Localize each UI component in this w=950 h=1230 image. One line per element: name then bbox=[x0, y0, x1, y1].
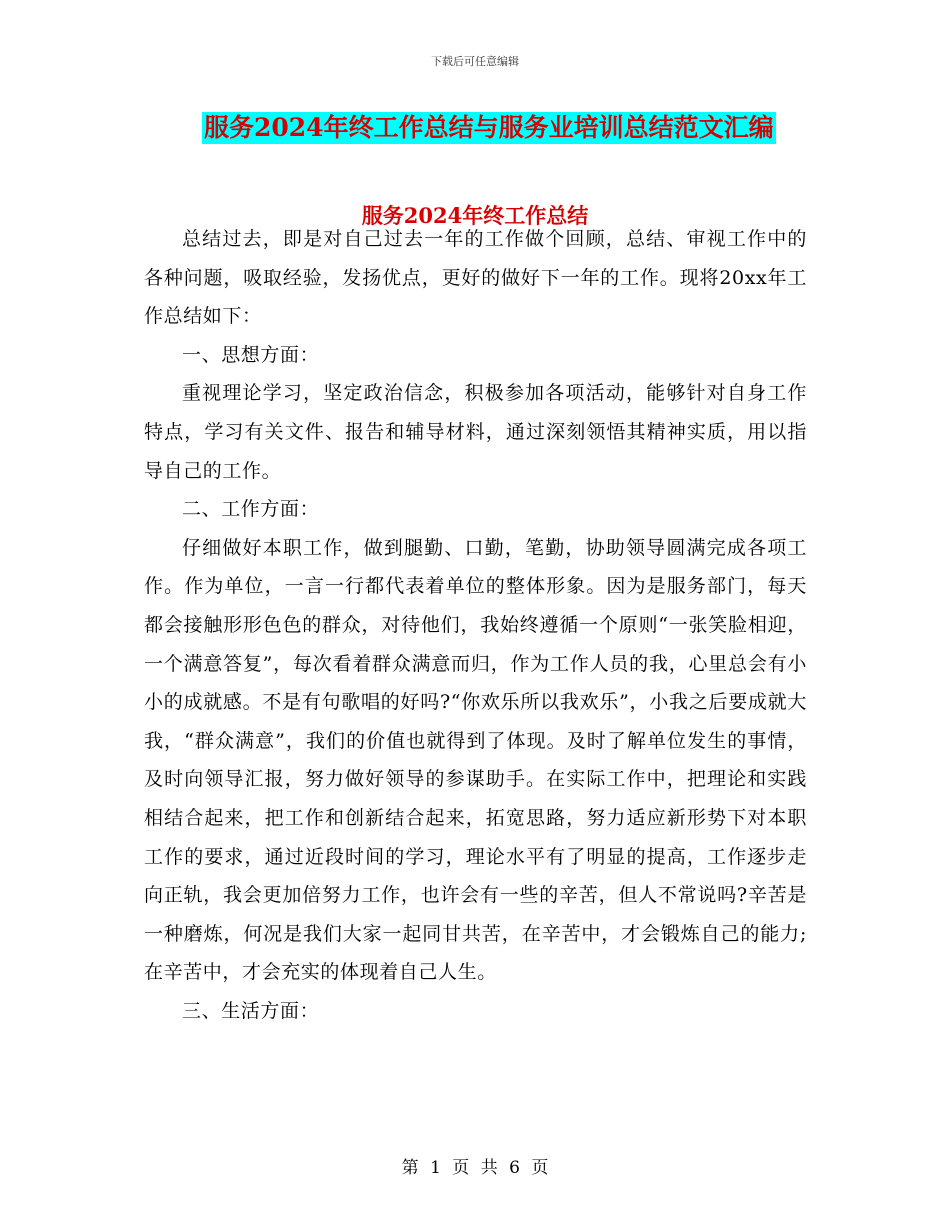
section-title: 服务2024年终工作总结 bbox=[361, 203, 589, 228]
document-body bbox=[144, 220, 807, 1030]
heading-life: 三、生活方面： bbox=[182, 999, 320, 1022]
document-title: 服务2024年终工作总结与服务业培训总结范文汇编 bbox=[204, 113, 774, 142]
paragraph-thought: 重视理论学习，坚定政治信念，积极参加各项活动，能够针对自身工作特点，学习有关文件、报告和辅导材料，通过深刻领悟其精神实质，用以指导自己的工作。 bbox=[144, 382, 807, 482]
page-number-footer: 第 1 页 共 6 页 bbox=[401, 1158, 549, 1178]
header-note: 下载后可任意编辑 bbox=[431, 55, 519, 68]
paragraph-work: 仔细做好本职工作，做到腿勤、口勤，笔勤，协助领导圆满完成各项工作。作为单位，一言一行都代表着单位的整体形象。因为是服务部门，每天都会接触形形色色的群众，对待他们，我始终遵循一个原则“一张笑脸相迎，一个满意答复”，每次看着群众满意而归，作为工作人员的我，心里总会有小小的成就感。不是有句歌唱的好吗?“你欢乐所以我欢乐”，小我之后要成就大我，“群众满意”，我们的价值也就得到了体现。及时了解单位发生的事情，及时向领导汇报，努力做好领导的参谋助手。在实际工作中，把理论和实践相结合起来，把工作和创新结合起来，拓宽思路，努力适应新形势下对本职工作的要求，通过近段时间的学习，理论水平有了明显的提高，工作逐步走向正轨，我会更加倍努力工作，也许会有一些的辛苦，但人不常说吗?辛苦是一种磨炼，何况是我们大家一起同甘共苦，在辛苦中，才会锻炼自己的能力;在辛苦中，才会充实的体现着自己人生。 bbox=[144, 536, 807, 984]
paragraph-intro: 总结过去，即是对自己过去一年的工作做个回顾，总结、审视工作中的各种问题，吸取经验，发扬优点，更好的做好下一年的工作。现将20xx年工作总结如下： bbox=[144, 228, 807, 328]
heading-work: 二、工作方面： bbox=[182, 498, 320, 521]
heading-thought: 一、思想方面： bbox=[182, 343, 320, 366]
